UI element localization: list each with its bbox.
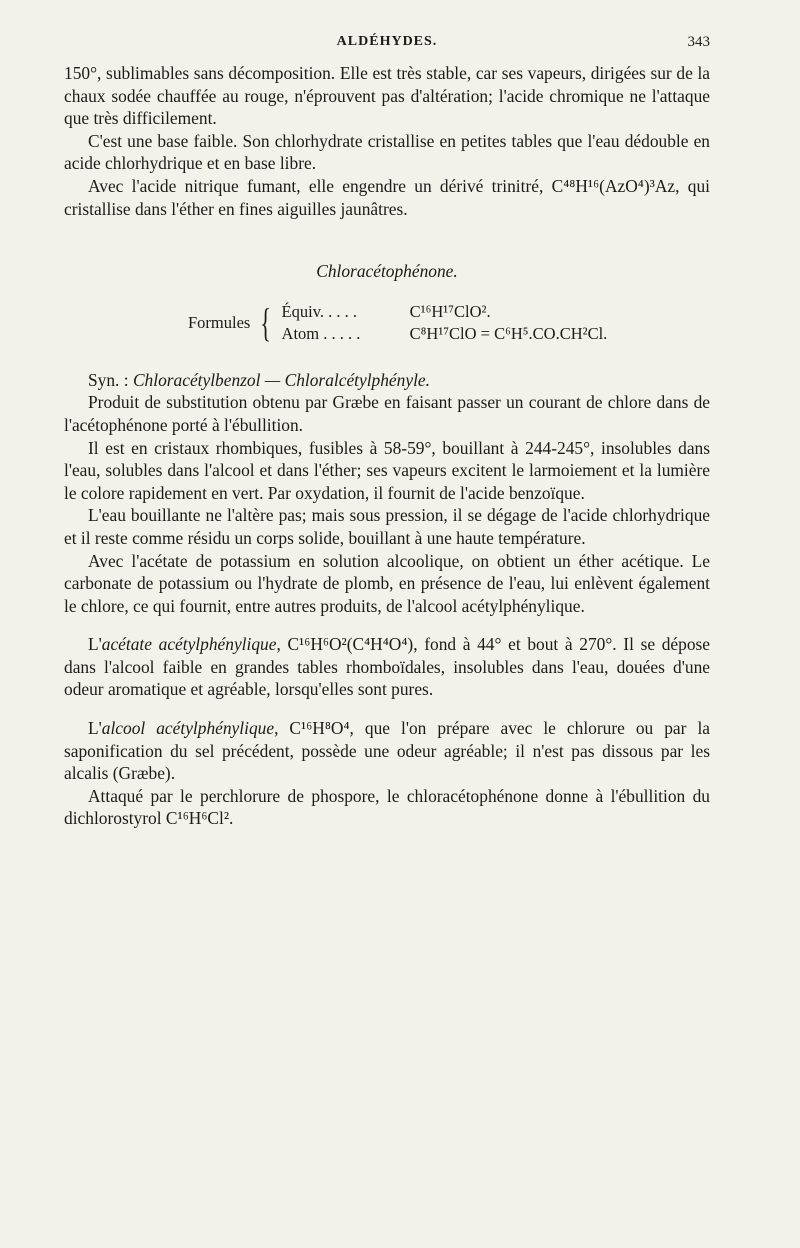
formula-value: C¹⁶H¹⁷ClO². (409, 301, 491, 321)
text-fragment: L' (88, 634, 102, 655)
paragraph-continuation: 150°, sublimables sans décomposition. Elle est très stable, car ses vapeurs, dirigées sur de la chaux sodée chauffée au rouge, n'éprouvent pas d'altération; l'acide chromique ne l'attaque que très difficilement. (64, 63, 710, 129)
text-fragment: , C¹⁶H⁶O²(C⁴H⁴O⁴), fond à 44° et bout à 270°. Il se dépose dans l'alcool faible en grandes tables rhomboïdales, insolubles dans l'eau, douées d'une odeur aromatique et agréable, lorsqu'elles sont pures. (64, 634, 711, 700)
synonyms-line (64, 369, 710, 392)
formula-key: Atom . . . . . (281, 323, 361, 343)
paragraph-eau-bouillante: L'eau bouillante ne l'altère pas; mais sous pression, il se dégage de l'acide chlorhydrique et il reste comme résidu un corps solide, bouillant à une haute température. (64, 505, 710, 548)
formulas-label: Formules (188, 312, 251, 332)
paragraph-produit: Produit de substitution obtenu par Græbe en faisant passer un courant de chlore dans de l'acétophénone porté à l'ébullition. (64, 392, 710, 435)
paragraph-acetate-potassium: Avec l'acétate de potassium en solution alcoolique, on obtient un éther acétique. Le carbonate de potassium ou l'hydrate de plomb, en présence de l'eau, lui enlèvent également le chlore, ce qui fournit, entre autres produits, de l'alcool acétylphénylique. (64, 550, 710, 616)
brace-glyph: { (260, 299, 272, 345)
running-head (64, 34, 710, 54)
page-number: 343 (687, 34, 710, 50)
paragraph-nitrique: Avec l'acide nitrique fumant, elle engendre un dérivé trinitré, C⁴⁸H¹⁶(AzO⁴)³Az, qui cristallise dans l'éther en fines aiguilles jaunâtres. (64, 175, 710, 219)
term-alcool-acetylphenylique: alcool acétylphénylique (101, 718, 275, 739)
text-fragment: L' (88, 718, 102, 739)
formula-row-atom (282, 323, 608, 345)
paragraph-base-faible: C'est une base faible. Son chlorhydrate cristallise en petites tables que l'eau dédouble en acide chlorhydrique et en base libre. (64, 130, 710, 174)
formula-row-equiv (282, 301, 608, 323)
paragraph-cristaux: Il est en cristaux rhombiques, fusibles à 58-59°, bouillant à 244-245°, insolubles dans l'eau, solubles dans l'alcool et dans l'éther; ses vapeurs excitent le larmoiement et la lumière le colore rapidement en vert. Par oxydation, il fournit de l'acide benzoïque. (64, 437, 710, 503)
section-title: Chloracétophénone. (316, 261, 458, 282)
formula-rows (282, 301, 608, 345)
formulas-block (188, 301, 710, 345)
paragraph-alcool-acetylphenylique (64, 717, 710, 785)
running-head-title: ALDÉHYDES. (336, 34, 438, 49)
syn-prefix: Syn. : (88, 369, 133, 390)
term-acetate-acetylphenylique: acétate acétylphénylique (101, 634, 277, 655)
spacer (64, 617, 710, 633)
text-fragment: , C¹⁶H⁸O⁴, que l'on prépare avec le chlorure ou par la saponification du sel précédent, possède une odeur agréable; il n'est pas dissous par les alcalis (Græbe). (64, 718, 710, 784)
formula-value: C⁸H¹⁷ClO = C⁶H⁵.CO.CH²Cl. (409, 323, 608, 343)
syn-names: Chloracétylbenzol — Chloralcétylphényle. (132, 369, 430, 390)
paragraph-acetate-acetylphenylique (64, 633, 710, 701)
body-text (64, 62, 710, 830)
paragraph-perchlorure: Attaqué par le perchlorure de phospore, le chloracétophénone donne à l'ébullition du dichlorostyrol C¹⁶H⁶Cl². (64, 785, 710, 829)
spacer (64, 701, 710, 717)
formula-key: Équiv. . . . . (281, 301, 358, 321)
